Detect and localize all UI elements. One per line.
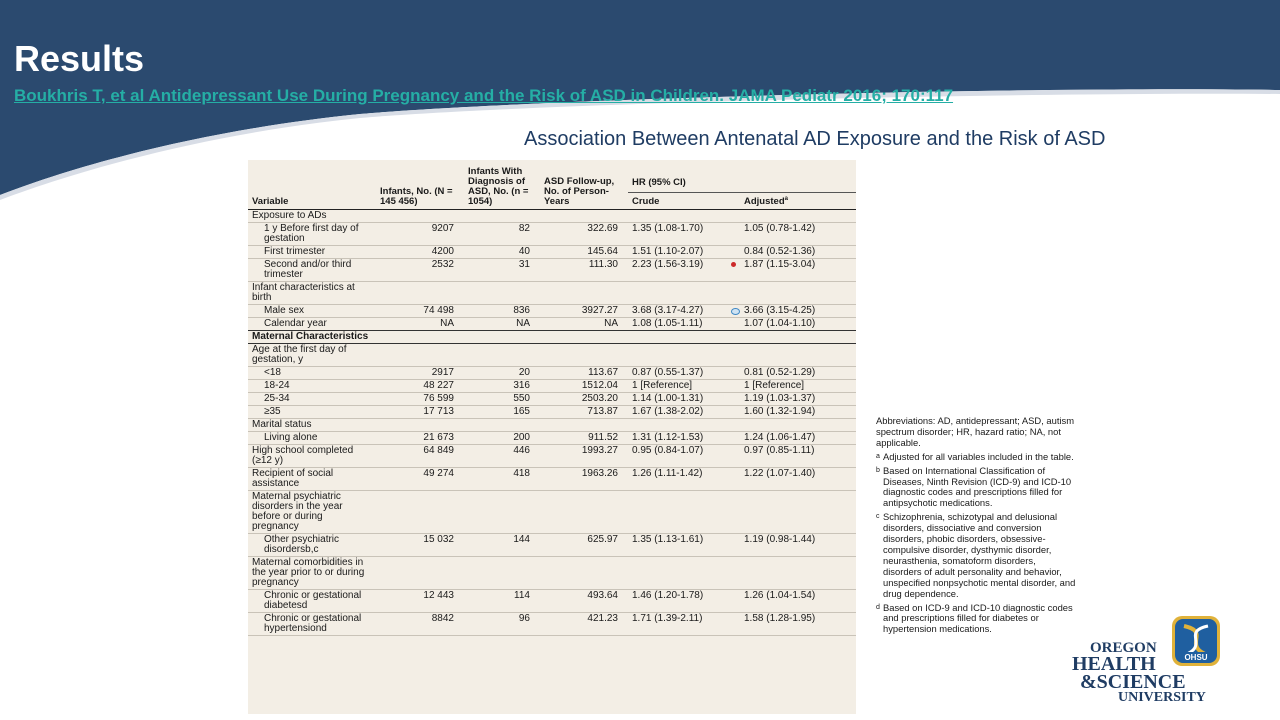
table-row (248, 445, 856, 468)
cell-infants: 15 032 (376, 534, 464, 557)
cell-asd: 31 (464, 259, 540, 282)
logo-line3: &SCIENCE (1080, 671, 1186, 693)
cell-adjusted-wrap (740, 246, 856, 259)
table-row (248, 613, 856, 636)
header-asd: Infants With Diagnosis of ASD, No. (n = 1054) (464, 160, 540, 210)
cell-infants: 48 227 (376, 380, 464, 393)
cell-variable: Second and/or third trimester (248, 259, 376, 282)
cell-variable: Chronic or gestational hypertensiond (248, 613, 376, 636)
cell-infants: 2532 (376, 259, 464, 282)
cell-asd: 96 (464, 613, 540, 636)
header-hr: HR (95% CI) (628, 160, 856, 193)
cell-crude: 1.08 (1.05-1.11) (628, 318, 740, 331)
cell-infants: 76 599 (376, 393, 464, 406)
cell-adjusted-wrap (740, 590, 856, 613)
cell-variable: Other psychiatric disordersb,c (248, 534, 376, 557)
logo-line2: HEALTH (1072, 653, 1156, 675)
cell-adjusted: 1.19 (1.03-1.37) (744, 393, 816, 404)
cell-asd: 550 (464, 393, 540, 406)
cell-variable: Maternal psychiatric disorders in the year before or during pregnancy (248, 491, 376, 534)
table-row (248, 557, 856, 590)
cell-adjusted: 1.58 (1.28-1.95) (744, 613, 816, 624)
footnote-symbol: c (876, 513, 880, 521)
cell-empty (376, 331, 464, 344)
cell-empty (540, 419, 628, 432)
cell-adjusted: 0.97 (0.85-1.11) (744, 445, 815, 456)
cell-variable: Male sex (248, 305, 376, 318)
cell-empty (464, 331, 540, 344)
cell-empty (628, 344, 740, 367)
cell-adjusted-wrap (740, 223, 856, 246)
cell-asd: 836 (464, 305, 540, 318)
table-row (248, 468, 856, 491)
cell-asd: 114 (464, 590, 540, 613)
table-row (248, 367, 856, 380)
cell-empty (628, 331, 740, 344)
footnote-symbol: b (876, 466, 880, 474)
footnote-text: Based on ICD-9 and ICD-10 diagnostic codes and prescriptions filled for diabetes or hypertension medications. (883, 601, 1073, 635)
citation-link[interactable]: Boukhris T, et al Antidepressant Use During Pregnancy and the Risk of ASD in Children. JAMA Pediatr 2016; 170:117 (14, 86, 954, 105)
cell-crude: 3.68 (3.17-4.27) (628, 305, 740, 318)
logo-badge: OHSU (1184, 653, 1208, 662)
abbreviations-note: Abbreviations: AD, antidepressant; ASD, autism spectrum disorder; HR, hazard ratio; NA, not applicable. (876, 415, 1075, 448)
table-row (248, 344, 856, 367)
footnotes-list (876, 452, 1076, 636)
cell-empty (464, 344, 540, 367)
cell-followup: 113.67 (540, 367, 628, 380)
cell-variable: Calendar year (248, 318, 376, 331)
table-row (248, 259, 856, 282)
cell-infants: 8842 (376, 613, 464, 636)
footnote-symbol: a (876, 452, 880, 460)
cell-empty (628, 557, 740, 590)
table-notes (876, 416, 1076, 638)
cell-empty (376, 491, 464, 534)
cell-adjusted: 0.84 (0.52-1.36) (744, 246, 816, 257)
cell-adjusted: 1.24 (1.06-1.47) (744, 432, 816, 443)
cell-empty (628, 491, 740, 534)
cell-crude: 1.35 (1.13-1.61) (628, 534, 740, 557)
cell-followup: 421.23 (540, 613, 628, 636)
cell-empty (740, 210, 856, 223)
table-row (248, 590, 856, 613)
cell-infants: 17 713 (376, 406, 464, 419)
cell-crude: 1.26 (1.11-1.42) (628, 468, 740, 491)
cell-empty (628, 419, 740, 432)
cell-infants: 4200 (376, 246, 464, 259)
cell-empty (540, 344, 628, 367)
cell-adjusted: 1.19 (0.98-1.44) (744, 534, 816, 545)
cell-variable: Age at the first day of gestation, y (248, 344, 376, 367)
cell-adjusted: 1 [Reference] (744, 380, 805, 391)
cell-infants: 64 849 (376, 445, 464, 468)
cell-empty (740, 557, 856, 590)
cell-asd: 20 (464, 367, 540, 380)
table-row (248, 419, 856, 432)
footnote-symbol: d (876, 603, 880, 611)
cell-followup: 1963.26 (540, 468, 628, 491)
cell-empty (464, 557, 540, 590)
header-adjusted: Adjusted$^a$ (740, 193, 856, 210)
cell-followup: NA (540, 318, 628, 331)
table-row (248, 393, 856, 406)
footnote-text: Schizophrenia, schizotypal and delusional disorders, dissociative and conversion disorders, phobic disorders, obsessive-compulsive disorder, dysthymic disorder, neurasthenia, somatoform disorders, disorders of adult personality and behavior, unspecified nonpsychotic mental disorder, and drug dependence. (883, 511, 1076, 599)
cell-adjusted-wrap (740, 406, 856, 419)
cell-empty (464, 282, 540, 305)
cell-empty (740, 491, 856, 534)
cell-crude: 1.51 (1.10-2.07) (628, 246, 740, 259)
cell-asd: 82 (464, 223, 540, 246)
cell-adjusted: 1.22 (1.07-1.40) (744, 468, 816, 479)
logo-line1: OREGON (1090, 640, 1157, 656)
cell-empty (376, 282, 464, 305)
cell-crude: 1.67 (1.38-2.02) (628, 406, 740, 419)
ohsu-emblem (1172, 616, 1220, 666)
table-row (248, 380, 856, 393)
cell-adjusted: 1.87 (1.15-3.04) (744, 259, 816, 270)
cell-adjusted-wrap (740, 259, 856, 282)
cell-followup: 2503.20 (540, 393, 628, 406)
cell-infants: 49 274 (376, 468, 464, 491)
cell-crude: 1.35 (1.08-1.70) (628, 223, 740, 246)
cell-crude: 1.14 (1.00-1.31) (628, 393, 740, 406)
results-table (248, 160, 856, 636)
results-table-panel (248, 160, 856, 714)
table-row (248, 305, 856, 318)
table-row (248, 432, 856, 445)
cell-variable: Living alone (248, 432, 376, 445)
cell-adjusted: 1.05 (0.78-1.42) (744, 223, 816, 234)
cell-asd: 200 (464, 432, 540, 445)
cell-followup: 3927.27 (540, 305, 628, 318)
logo-line4: UNIVERSITY (1118, 690, 1206, 704)
cell-adjusted: 1.26 (1.04-1.54) (744, 590, 816, 601)
table-row (248, 210, 856, 223)
cell-variable: High school completed (≥12 y) (248, 445, 376, 468)
cell-variable: Recipient of social assistance (248, 468, 376, 491)
table-row (248, 534, 856, 557)
cell-crude: 2.23 (1.56-3.19) (628, 259, 740, 282)
cell-asd: 40 (464, 246, 540, 259)
cell-infants: 2917 (376, 367, 464, 380)
cell-adjusted-wrap (740, 445, 856, 468)
cell-crude: 1.46 (1.20-1.78) (628, 590, 740, 613)
footnote (876, 512, 1076, 599)
table-row (248, 318, 856, 331)
cell-adjusted-wrap (740, 468, 856, 491)
header-variable: Variable (248, 160, 376, 210)
cell-infants: 9207 (376, 223, 464, 246)
cell-empty (540, 491, 628, 534)
cell-followup: 1993.27 (540, 445, 628, 468)
cell-empty (540, 282, 628, 305)
cell-variable: Maternal Characteristics (248, 331, 376, 344)
cell-followup: 111.30 (540, 259, 628, 282)
table-row (248, 223, 856, 246)
table-row (248, 246, 856, 259)
cell-variable: 18-24 (248, 380, 376, 393)
cell-adjusted-wrap (740, 367, 856, 380)
cell-adjusted-wrap (740, 305, 856, 318)
cell-infants: 21 673 (376, 432, 464, 445)
cell-adjusted-wrap (740, 432, 856, 445)
footnote-text: Based on International Classification of Diseases, Ninth Revision (ICD-9) and ICD-10 diagnostic codes and prescriptions filled for antipsychotic medications. (883, 464, 1072, 509)
cell-empty (628, 282, 740, 305)
cell-infants: 12 443 (376, 590, 464, 613)
cell-infants: 74 498 (376, 305, 464, 318)
cell-adjusted-wrap (740, 380, 856, 393)
cell-followup: 625.97 (540, 534, 628, 557)
cell-empty (376, 344, 464, 367)
cell-asd: 316 (464, 380, 540, 393)
cell-variable: Exposure to ADs (248, 210, 376, 223)
cell-variable: Infant characteristics at birth (248, 282, 376, 305)
ohsu-logo (1072, 612, 1272, 704)
cell-adjusted: 1.07 (1.04-1.10) (744, 318, 816, 329)
cell-variable: ≥35 (248, 406, 376, 419)
cell-variable: Chronic or gestational diabetesd (248, 590, 376, 613)
cell-empty (464, 210, 540, 223)
cell-followup: 1512.04 (540, 380, 628, 393)
cell-empty (740, 344, 856, 367)
cell-variable: 25-34 (248, 393, 376, 406)
cell-empty (740, 419, 856, 432)
footnote (876, 603, 1076, 636)
cell-variable: 1 y Before first day of gestation (248, 223, 376, 246)
cell-asd: 144 (464, 534, 540, 557)
table-row (248, 491, 856, 534)
cell-adjusted-wrap (740, 613, 856, 636)
blue-ellipse-marker (731, 308, 740, 315)
header-followup: ASD Follow-up, No. of Person-Years (540, 160, 628, 210)
cell-crude: 0.95 (0.84-1.07) (628, 445, 740, 468)
cell-adjusted-wrap (740, 318, 856, 331)
header-infants: Infants, No. (N = 145 456) (376, 160, 464, 210)
cell-variable: Maternal comorbidities in the year prior to or during pregnancy (248, 557, 376, 590)
cell-empty (540, 210, 628, 223)
cell-adjusted: 3.66 (3.15-4.25) (744, 305, 816, 316)
table-row (248, 331, 856, 344)
cell-variable: <18 (248, 367, 376, 380)
cell-empty (376, 210, 464, 223)
cell-crude: 1.71 (1.39-2.11) (628, 613, 740, 636)
red-dot-marker (731, 262, 736, 267)
cell-empty (628, 210, 740, 223)
cell-empty (740, 331, 856, 344)
cell-followup: 322.69 (540, 223, 628, 246)
cell-followup: 713.87 (540, 406, 628, 419)
footnote-text: Adjusted for all variables included in the table. (883, 450, 1074, 462)
cell-crude: 1 [Reference] (628, 380, 740, 393)
cell-asd: 165 (464, 406, 540, 419)
cell-variable: First trimester (248, 246, 376, 259)
cell-asd: NA (464, 318, 540, 331)
footnote (876, 452, 1076, 463)
cell-infants: NA (376, 318, 464, 331)
cell-empty (540, 557, 628, 590)
cell-empty (740, 282, 856, 305)
cell-crude: 1.31 (1.12-1.53) (628, 432, 740, 445)
cell-adjusted: 0.81 (0.52-1.29) (744, 367, 816, 378)
cell-followup: 493.64 (540, 590, 628, 613)
cell-empty (376, 557, 464, 590)
cell-asd: 446 (464, 445, 540, 468)
cell-crude: 0.87 (0.55-1.37) (628, 367, 740, 380)
table-row (248, 282, 856, 305)
cell-asd: 418 (464, 468, 540, 491)
table-row (248, 406, 856, 419)
cell-empty (376, 419, 464, 432)
header-crude: Crude (628, 193, 740, 210)
slide-subtitle: Association Between Antenatal AD Exposure and the Risk of ASD (524, 128, 1106, 150)
cell-adjusted: 1.60 (1.32-1.94) (744, 406, 816, 417)
slide-title: Results (14, 38, 145, 79)
cell-empty (464, 419, 540, 432)
cell-followup: 911.52 (540, 432, 628, 445)
footnote (876, 466, 1076, 510)
cell-empty (464, 491, 540, 534)
cell-adjusted-wrap (740, 534, 856, 557)
cell-variable: Marital status (248, 419, 376, 432)
cell-empty (540, 331, 628, 344)
cell-followup: 145.64 (540, 246, 628, 259)
cell-adjusted-wrap (740, 393, 856, 406)
